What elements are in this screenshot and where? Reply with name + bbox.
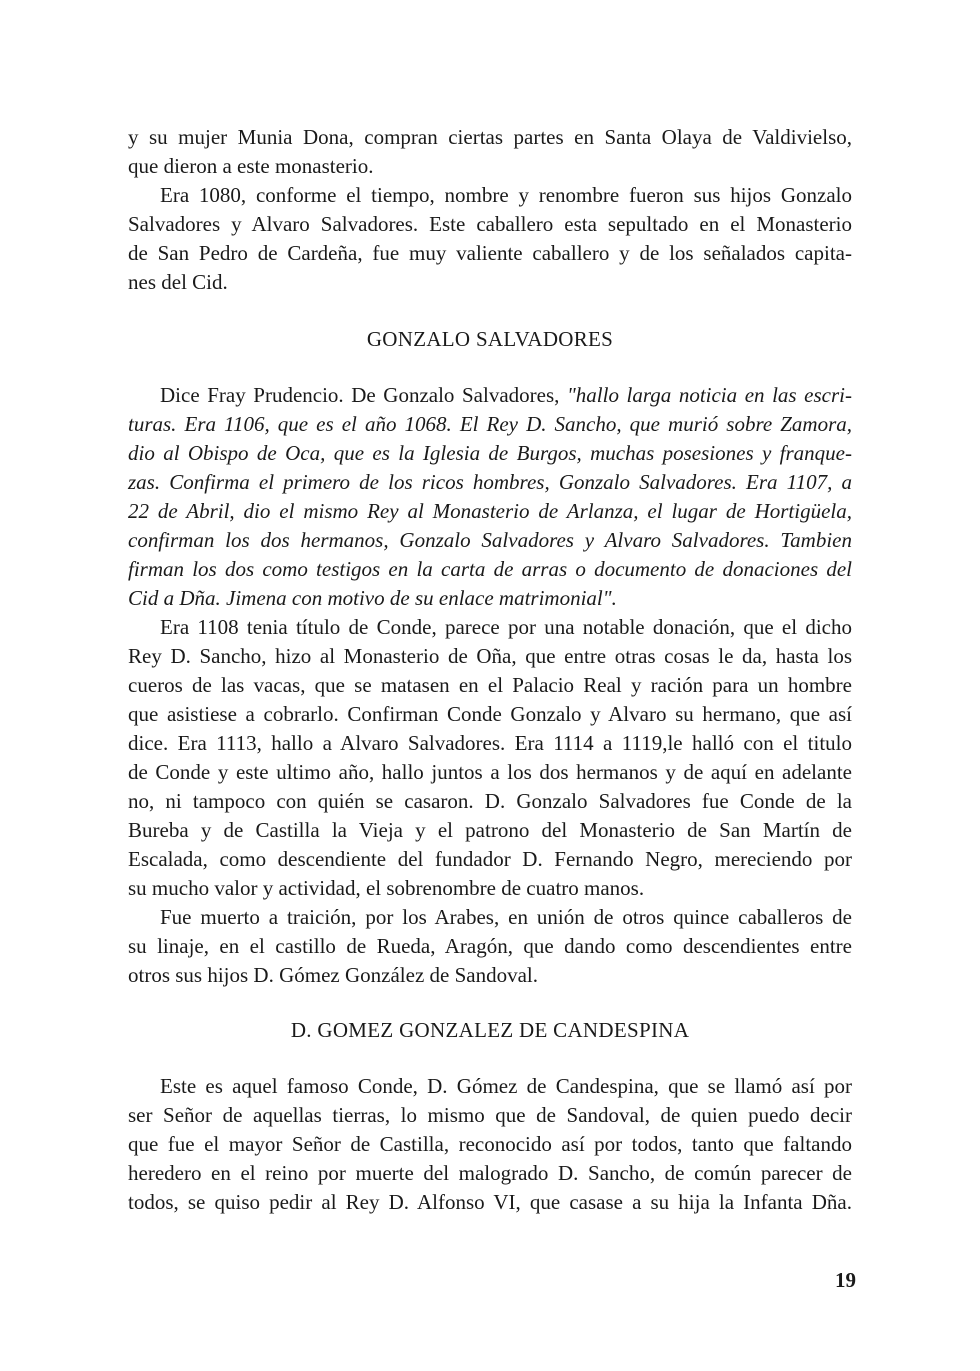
text-line: de Conde y este ultimo año, hallo juntos a los dos hermanos y de aquí en adelante xyxy=(128,760,852,784)
quote-line: confirman los dos hermanos, Gonzalo Salvadores y Alvaro Salvadores. Tambien xyxy=(128,528,852,552)
quote-line: zas. Confirma el primero de los ricos hombres, Gonzalo Salvadores. Era 1107, a xyxy=(128,470,852,494)
quote-line: Cid a Dña. Jimena con motivo de su enlace matrimonial". xyxy=(128,586,617,610)
text-line: y su mujer Munia Dona, compran ciertas partes en Santa Olaya de Valdivielso, xyxy=(128,125,852,149)
quote-line: 22 de Abril, dio el mismo Rey al Monasterio de Arlanza, el lugar de Hortigüela, xyxy=(128,499,852,523)
text-line: ser Señor de aquellas tierras, lo mismo que de Sandoval, de quien puedo decir xyxy=(128,1103,852,1127)
text-line: su linaje, en el castillo de Rueda, Aragón, que dando como descendientes entre xyxy=(128,934,852,958)
text-line: Era 1108 tenia título de Conde, parece por una notable donación, que el dicho xyxy=(160,615,852,639)
text-line: no, ni tampoco con quién se casaron. D. Gonzalo Salvadores fue Conde de la xyxy=(128,789,852,813)
page-number: 19 xyxy=(835,1268,856,1292)
text-line: que dieron a este monasterio. xyxy=(128,154,374,178)
text-line: que fue el mayor Señor de Castilla, reconocido así por todos, tanto que faltando xyxy=(128,1132,852,1156)
text-line: Era 1080, conforme el tiempo, nombre y renombre fueron sus hijos Gonzalo xyxy=(160,183,852,207)
quote-run: "hallo larga noticia en las escri- xyxy=(566,383,852,407)
text-line: cueros de las vacas, que se matasen en el Palacio Real y ración para un hombre xyxy=(128,673,852,697)
text-line: heredero en el reino por muerte del malogrado D. Sancho, de común parecer de xyxy=(128,1161,852,1185)
section-heading: GONZALO SALVADORES xyxy=(366,327,614,351)
quote-line: firman los dos como testigos en la carta de arras o documento de donaciones del xyxy=(128,557,852,581)
quote-line: dio al Obispo de Oca, que es la Iglesia de Burgos, muchas posesiones y franque- xyxy=(128,441,852,465)
text-line: todos, se quiso pedir al Rey D. Alfonso VI, que casase a su hija la Infanta Dña. xyxy=(128,1190,852,1214)
text-line: Escalada, como descendiente del fundador D. Fernando Negro, mereciendo por xyxy=(128,847,852,871)
text-line: Bureba y de Castilla la Vieja y el patrono del Monasterio de San Martín de xyxy=(128,818,852,842)
text-line xyxy=(160,381,852,410)
text-line: de San Pedro de Cardeña, fue muy valiente caballero y de los señalados capita- xyxy=(128,241,852,265)
text-line: dice. Era 1113, hallo a Alvaro Salvadores. Era 1114 a 1119,le halló con el titulo xyxy=(128,731,852,755)
text-line: que asistiese a cobrarlo. Confirman Conde Gonzalo y Alvaro su hermano, que así xyxy=(128,702,852,726)
text-line: otros sus hijos D. Gómez González de Sandoval. xyxy=(128,963,539,987)
text-run: Dice Fray Prudencio. De Gonzalo Salvadores, xyxy=(160,383,567,407)
text-line: Rey D. Sancho, hizo al Monasterio de Oña, que entre otras cosas le da, hasta los xyxy=(128,644,852,668)
text-line: Salvadores y Alvaro Salvadores. Este caballero esta sepultado en el Monasterio xyxy=(128,212,852,236)
text-line: Este es aquel famoso Conde, D. Gómez de Candespina, que se llamó así por xyxy=(160,1074,852,1098)
section-heading: D. GOMEZ GONZALEZ DE CANDESPINA xyxy=(290,1018,690,1042)
text-line: su mucho valor y actividad, el sobrenombre de cuatro manos. xyxy=(128,876,645,900)
text-line: Fue muerto a traición, por los Arabes, en unión de otros quince caballeros de xyxy=(160,905,852,929)
text-line: nes del Cid. xyxy=(128,270,228,294)
body-text xyxy=(128,0,852,1371)
quote-line: turas. Era 1106, que es el año 1068. El Rey D. Sancho, que murió sobre Zamora, xyxy=(128,412,852,436)
